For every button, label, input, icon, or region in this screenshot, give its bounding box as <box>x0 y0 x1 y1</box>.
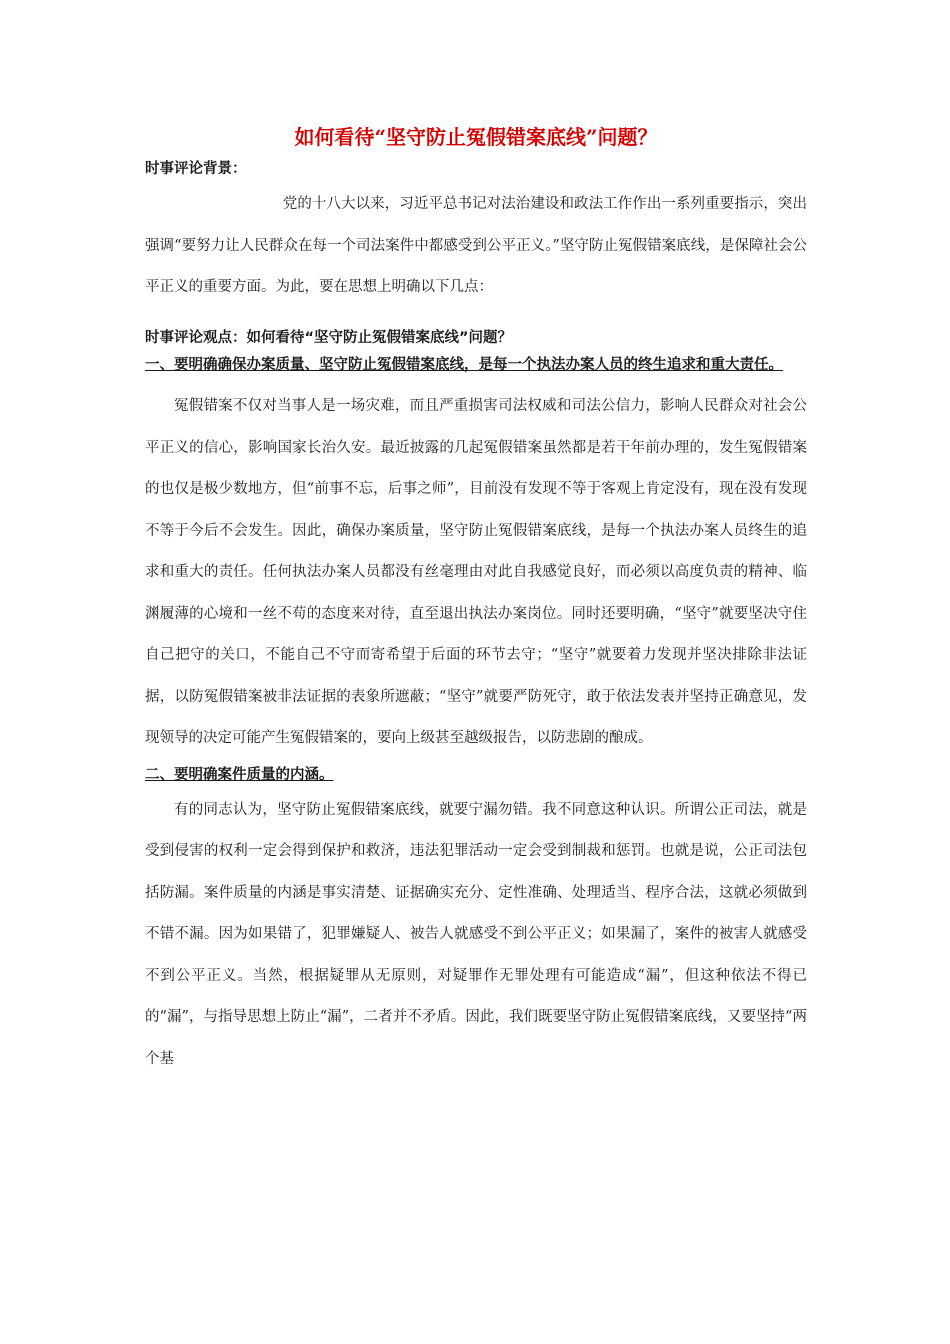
document-title: 如何看待“坚守防止冤假错案底线”问题？ <box>294 125 658 149</box>
spacer <box>145 309 807 325</box>
section2-paragraph: 有的同志认为，坚守防止冤假错案底线，就要宁漏勿错。我不同意这种认识。所谓公正司法，就是受到侵害的权利一定会得到保护和救济，违法犯罪活动一定会受到制裁和惩罚。也就是说，公正司法包括防漏。案件质量的内涵是事实清楚、证据确实充分、定性准确、处理适当、程序合法，这就必须做到不错不漏。因为如果错了，犯罪嫌疑人、被告人就感受不到公平正义；如果漏了，案件的被害人就感受不到公平正义。当然，根据疑罪从无原则，对疑罪作无罪处理有可能造成“漏”，但这种依法不得已的“漏”，与指导思想上防止“漏”，二者并不矛盾。因此，我们既要坚守防止冤假错案底线，又要坚持“两个基 <box>145 801 807 1067</box>
section2-heading: 二、要明确案件质量的内涵。 <box>145 766 334 783</box>
document-page <box>145 118 807 1080</box>
section1-paragraph: 冤假错案不仅对当事人是一场灾难，而且严重损害司法权威和司法公信力，影响人民群众对社会公平正义的信心，影响国家长治久安。最近披露的几起冤假错案虽然都是若干年前办理的，发生冤假错案的也仅是极少数地方，但“前事不忘，后事之师”，目前没有发现不等于客观上肯定没有，现在没有发现不等于今后不会发生。因此，确保办案质量，坚守防止冤假错案底线，是每一个执法办案人员终生的追求和重大的责任。任何执法办案人员都没有丝毫理由对此自我感觉良好，而必须以高度负责的精神、临渊履薄的心境和一丝不苟的态度来对待，直至退出执法办案岗位。同时还要明确，“坚守”就要坚决守住自己把守的关口，不能自己不守而寄希望于后面的环节去守；“坚守”就要着力发现并坚决排除非法证据，以防冤假错案被非法证据的表象所遮蔽；“坚守”就要严防死守，敢于依法发表并坚持正确意见，发现领导的决定可能产生冤假错案的，要向上级甚至越级报告，以防悲剧的酿成。 <box>145 398 807 746</box>
section1-heading: 一、要明确确保办案质量、坚守防止冤假错案底线，是每一个执法办案人员的终生追求和重大责任。 <box>145 356 783 373</box>
background-paragraph: 党的十八大以来，习近平总书记对法治建设和政法工作作出一系列重要指示，突出强调“要努力让人民群众在每一个司法案件中都感受到公平正义。”坚守防止冤假错案底线，是保障社会公平正义的重要方面。为此，要在思想上明确以下几点： <box>145 196 807 295</box>
viewpoint-label: 时事评论观点：如何看待“坚守防止冤假错案底线”问题？ <box>145 329 513 346</box>
background-label: 时事评论背景： <box>145 161 247 177</box>
